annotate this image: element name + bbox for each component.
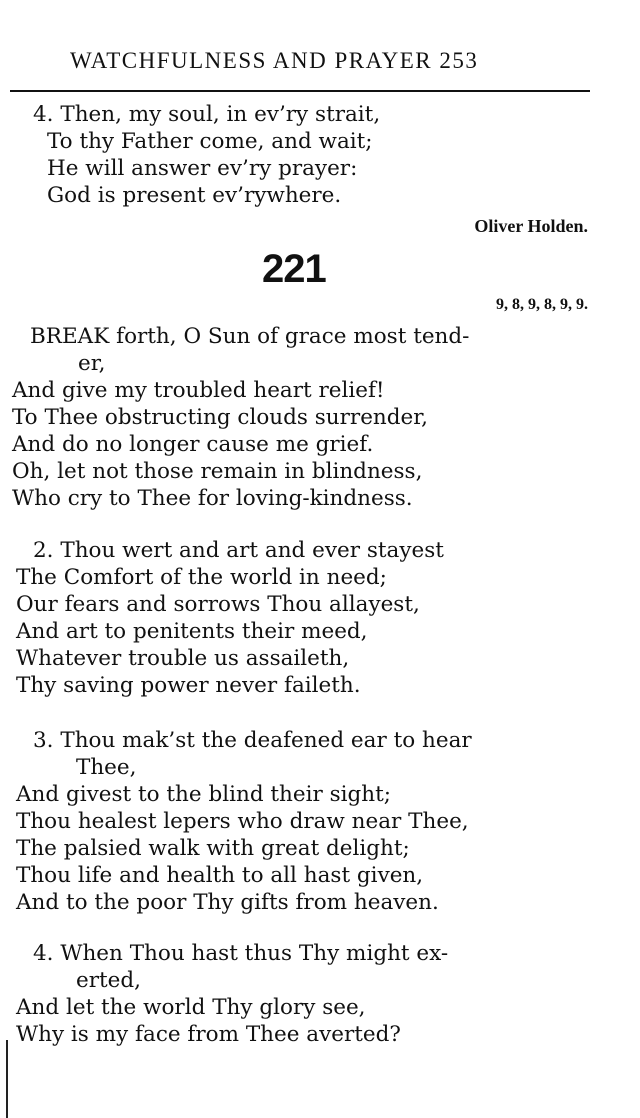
- prev-hymn-stanza-4: [0, 101, 640, 209]
- verse-line: To thy Father come, and wait;: [47, 129, 373, 154]
- page-header: WATCHFULNESS AND PRAYER 253: [70, 48, 479, 73]
- verse-line: Thee,: [76, 755, 137, 780]
- verse-line: erted,: [76, 968, 141, 993]
- verse-line: The Comfort of the world in need;: [16, 565, 387, 590]
- verse-line: Whatever trouble us assaileth,: [16, 646, 350, 671]
- verse-line: Thou healest lepers who draw near Thee,: [16, 809, 469, 834]
- verse-line: And art to penitents their meed,: [16, 619, 368, 644]
- verse-line: 3. Thou mak’st the deafened ear to hear: [33, 728, 472, 753]
- verse-line: To Thee obstructing clouds surrender,: [12, 405, 429, 430]
- verse-line: Thou life and health to all hast given,: [16, 863, 424, 888]
- author-attribution: Oliver Holden.: [474, 216, 588, 236]
- verse-line: Who cry to Thee for loving-kindness.: [12, 486, 413, 511]
- hymn-meter: 9, 8, 9, 8, 9, 9.: [496, 296, 588, 313]
- hymn-stanza-2: [0, 537, 640, 699]
- verse-line: The palsied walk with great delight;: [16, 836, 410, 861]
- hymn-stanza-1: [0, 323, 640, 512]
- verse-line: Our fears and sorrows Thou allayest,: [16, 592, 420, 617]
- margin-mark: [6, 1040, 8, 1118]
- verse-line: 4. When Thou hast thus Thy might ex-: [33, 941, 449, 966]
- verse-line: God is present ev’rywhere.: [47, 183, 342, 208]
- verse-line: And let the world Thy glory see,: [16, 995, 366, 1020]
- print-speckle: [10, 513, 590, 533]
- verse-line: Oh, let not those remain in blindness,: [12, 459, 423, 484]
- hymn-stanza-3: [0, 727, 640, 916]
- header-rule: [10, 90, 590, 92]
- verse-line: And givest to the blind their sight;: [16, 782, 392, 807]
- verse-line: BREAK forth, O Sun of grace most tend-: [30, 324, 470, 349]
- hymn-stanza-4: [0, 940, 640, 1048]
- verse-line: er,: [78, 351, 106, 376]
- verse-line: 4. Then, my soul, in ev’ry strait,: [33, 102, 381, 127]
- verse-line: Thy saving power never faileth.: [16, 673, 361, 698]
- verse-line: Why is my face from Thee averted?: [16, 1022, 401, 1047]
- verse-line: 2. Thou wert and art and ever stayest: [33, 538, 444, 563]
- verse-line: He will answer ev’ry prayer:: [47, 156, 358, 181]
- hymn-number: 221: [262, 247, 326, 291]
- verse-line: And do no longer cause me grief.: [12, 432, 374, 457]
- verse-line: And give my troubled heart relief!: [12, 378, 385, 403]
- verse-line: And to the poor Thy gifts from heaven.: [16, 890, 439, 915]
